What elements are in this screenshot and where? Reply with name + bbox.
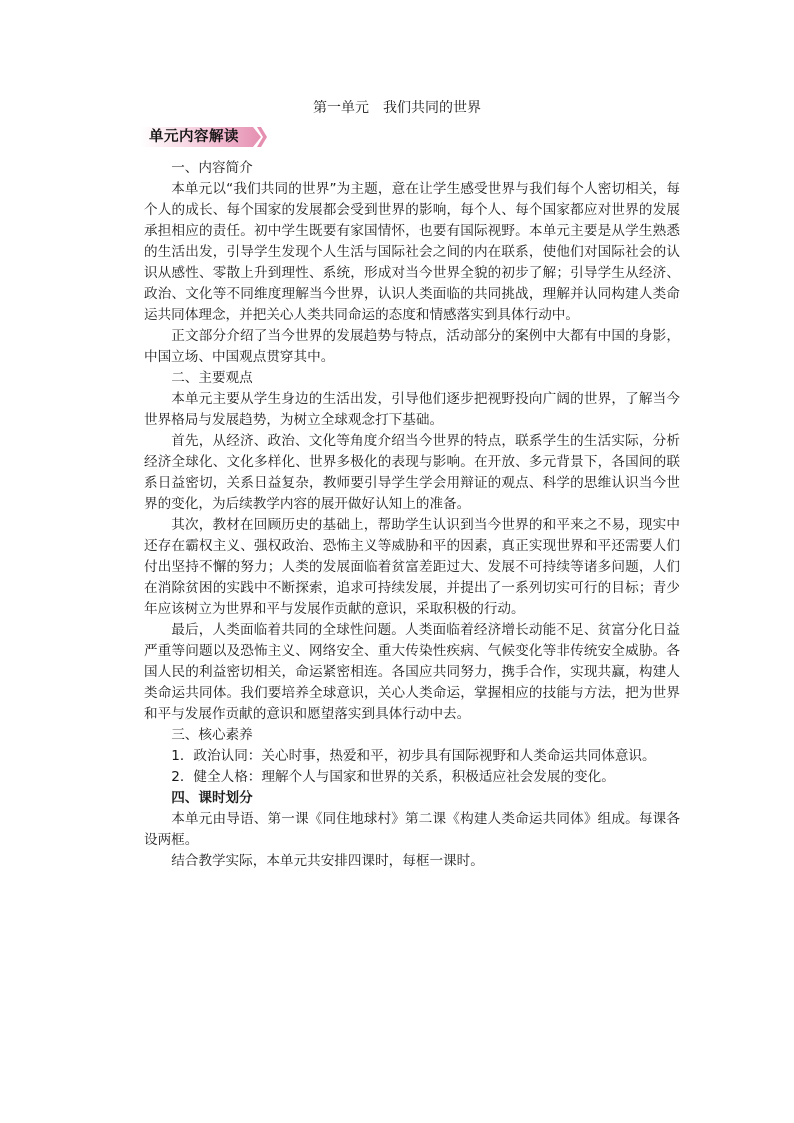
section-heading-literacy: 三、核心素养	[171, 727, 253, 743]
paragraph: 结合教学实际，本单元共安排四课时，每框一课时。	[171, 853, 484, 869]
paragraph: 本单元主要从学生身边的生活出发，引导他们逐步把视野投向广阔的世界，了解当今世界格局与发展趋势，为树立全球观念打下基础。	[144, 391, 680, 428]
paragraph: 其次，教材在回顾历史的基础上，帮助学生认识到当今世界的和平来之不易，现实中还存在霸权主义、强权政治、恐怖主义等威胁和平的因素，真正实现世界和平还需要人们付出坚持不懈的努力；人类的发展面临着贫富差距过大、发展不可持续等诸多问题，人们在消除贫困的实践中不断探索，追求可持续发展，并提出了一系列切实可行的目标；青少年应该树立为世界和平与发展作贡献的意识，采取积极的行动。	[144, 517, 680, 617]
list-item: 1．政治认同：关心时事，热爱和平，初步具有国际视野和人类命运共同体意识。	[171, 748, 656, 764]
section-banner	[141, 126, 267, 148]
section-heading-views: 二、主要观点	[171, 370, 253, 386]
main-content	[144, 158, 680, 872]
section-heading-intro: 一、内容简介	[171, 160, 253, 176]
paragraph: 最后，人类面临着共同的全球性问题。人类面临着经济增长动能不足、贫富分化日益严重等问题以及恐怖主义、网络安全、重大传染性疾病、气候变化等非传统安全威胁。各国人民的利益密切相关，命运紧密相连。各国应共同努力，携手合作，实现共赢，构建人类命运共同体。我们要培养全球意识，关心人类命运，掌握相应的技能与方法，把为世界和平与发展作贡献的意识和愿望落实到具体行动中去。	[144, 622, 680, 722]
paragraph: 首先，从经济、政治、文化等角度介绍当今世界的特点，联系学生的生活实际，分析经济全球化、文化多样化、世界多极化的表现与影响。在开放、多元背景下，各国间的联系日益密切，关系日益复杂，教师要引导学生学会用辩证的观点、科学的思维认识当今世界的变化，为后续教学内容的展开做好认知上的准备。	[144, 433, 680, 512]
paragraph: 本单元以“我们共同的世界”为主题，意在让学生感受世界与我们每个人密切相关，每个人的成长、每个国家的发展都会受到世界的影响，每个人、每个国家都应对世界的发展承担相应的责任。初中学生既要有家国情怀，也要有国际视野。本单元主要是从学生熟悉的生活出发，引导学生发现个人生活与国际社会之间的内在联系，使他们对国际社会的认识从感性、零散上升到理性、系统，形成对当今世界全貌的初步了解；引导学生从经济、政治、文化等不同维度理解当今世界，认识人类面临的共同挑战，理解并认同构建人类命运共同体理念，并把关心人类共同命运的态度和情感落实到具体行动中。	[144, 181, 680, 323]
page-title: 第一单元 我们共同的世界	[313, 100, 481, 116]
list-item: 2．健全人格：理解个人与国家和世界的关系，积极适应社会发展的变化。	[171, 769, 615, 785]
section-heading-schedule: 四、课时划分	[171, 790, 253, 806]
paragraph: 正文部分介绍了当今世界的发展趋势与特点，活动部分的案例中大都有中国的身影，中国立场、中国观点贯穿其中。	[144, 328, 680, 365]
paragraph: 本单元由导语、第一课《同住地球村》第二课《构建人类命运共同体》组成。每课各设两框。	[144, 811, 680, 848]
banner-label: 单元内容解读	[149, 129, 239, 145]
